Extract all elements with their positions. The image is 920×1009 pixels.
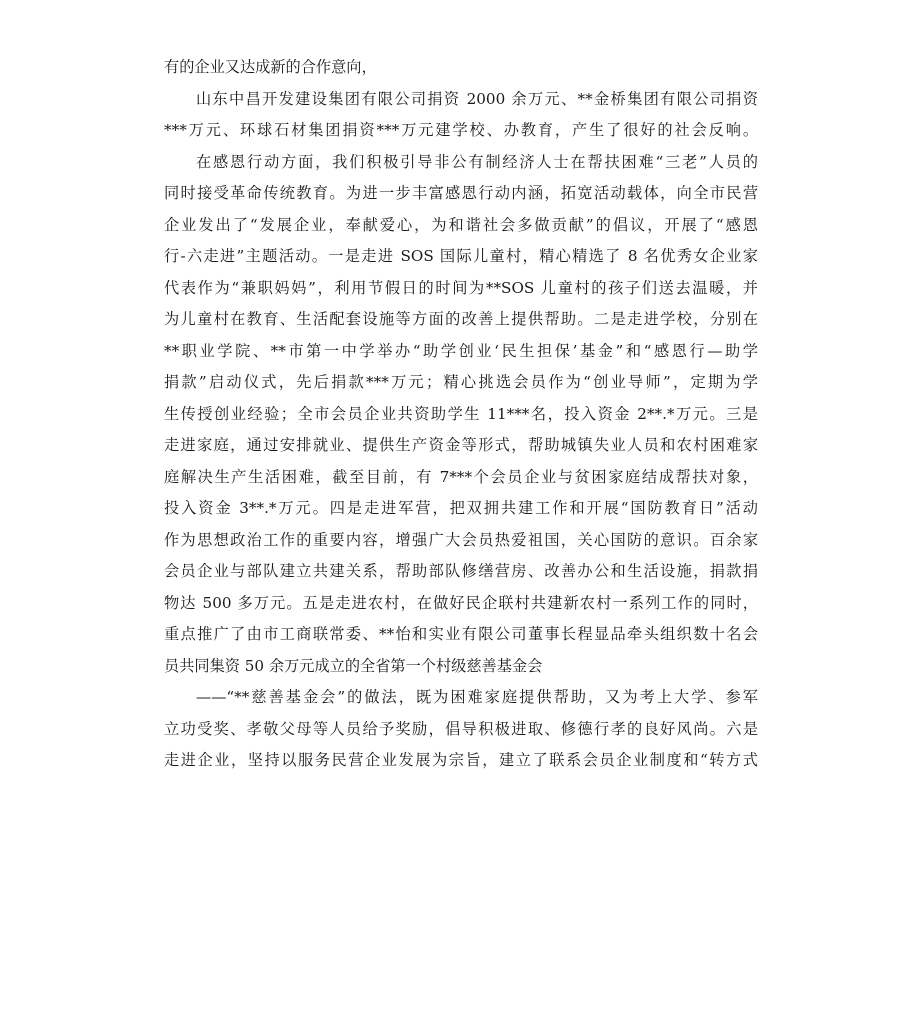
text-line-15: 投入资金 3**.*万元。四是走进军营，把双拥共建工作和开展“国防教育日”活动 xyxy=(164,499,758,517)
text-line-1: 有的企业又达成新的合作意向， xyxy=(164,58,377,76)
text-line-4: 在感恩行动方面，我们积极引导非公有制经济人士在帮扶困难“三老”人员的 xyxy=(196,152,758,171)
text-line-13: 走进家庭，通过安排就业、提供生产资金等形式，帮助城镇失业人员和农村困难家 xyxy=(164,436,758,454)
text-line-12: 生传授创业经验；全市会员企业共资助学生 11***名，投入资金 2**.*万元。三是 xyxy=(164,404,758,423)
text-line-22: 立功受奖、孝敬父母等人员给予奖励，倡导积极进取、修德行孝的良好风尚。六是 xyxy=(164,719,758,738)
text-line-18: 物达 500 多万元。五是走进农村，在做好民企联村共建新农村一系列工作的同时， xyxy=(164,593,758,612)
text-line-8: 代表作为“兼职妈妈”，利用节假日的时间为**SOS 儿童村的孩子们送去温暖，并 xyxy=(164,278,758,297)
text-line-3: ***万元、环球石材集团捐资***万元建学校、办教育，产生了很好的社会反响。 xyxy=(164,121,758,139)
text-line-9: 为儿童村在教育、生活配套设施等方面的改善上提供帮助。二是走进学校，分别在 xyxy=(164,310,758,328)
text-line-21: ——“**慈善基金会”的做法，既为困难家庭提供帮助，又为考上大学、参军 xyxy=(196,688,758,706)
text-line-14: 庭解决生产生活困难，截至目前，有 7***个会员企业与贫困家庭结成帮扶对象， xyxy=(164,467,758,486)
text-line-5: 同时接受革命传统教育。为进一步丰富感恩行动内涵，拓宽活动载体，向全市民营 xyxy=(164,184,758,202)
document-page xyxy=(164,52,758,777)
text-line-11: 捐款”启动仪式，先后捐款***万元；精心挑选会员作为“创业导师”，定期为学 xyxy=(164,373,758,391)
text-line-10: **职业学院、**市第一中学举办“助学创业‘民生担保’基金”和“感恩行—助学 xyxy=(164,341,758,360)
text-line-17: 会员企业与部队建立共建关系，帮助部队修缮营房、改善办公和生活设施，捐款捐 xyxy=(164,562,758,580)
text-line-19: 重点推广了由市工商联常委、**怡和实业有限公司董事长程显品牵头组织数十名会 xyxy=(164,625,758,643)
text-line-20: 员共同集资 50 余万元成立的全省第一个村级慈善基金会 xyxy=(164,656,543,675)
text-line-16: 作为思想政治工作的重要内容，增强广大会员热爱祖国，关心国防的意识。百余家 xyxy=(164,530,758,549)
text-line-23: 走进企业，坚持以服务民营企业发展为宗旨，建立了联系会员企业制度和“转方式 xyxy=(164,751,758,769)
text-line-6: 企业发出了“发展企业，奉献爱心，为和谐社会多做贡献”的倡议，开展了“感恩 xyxy=(164,215,758,234)
text-line-7: 行-六走进”主题活动。一是走进 SOS 国际儿童村，精心精选了 8 名优秀女企业家 xyxy=(164,247,758,265)
text-line-2: 山东中昌开发建设集团有限公司捐资 2000 余万元、**金桥集团有限公司捐资 xyxy=(196,89,758,108)
